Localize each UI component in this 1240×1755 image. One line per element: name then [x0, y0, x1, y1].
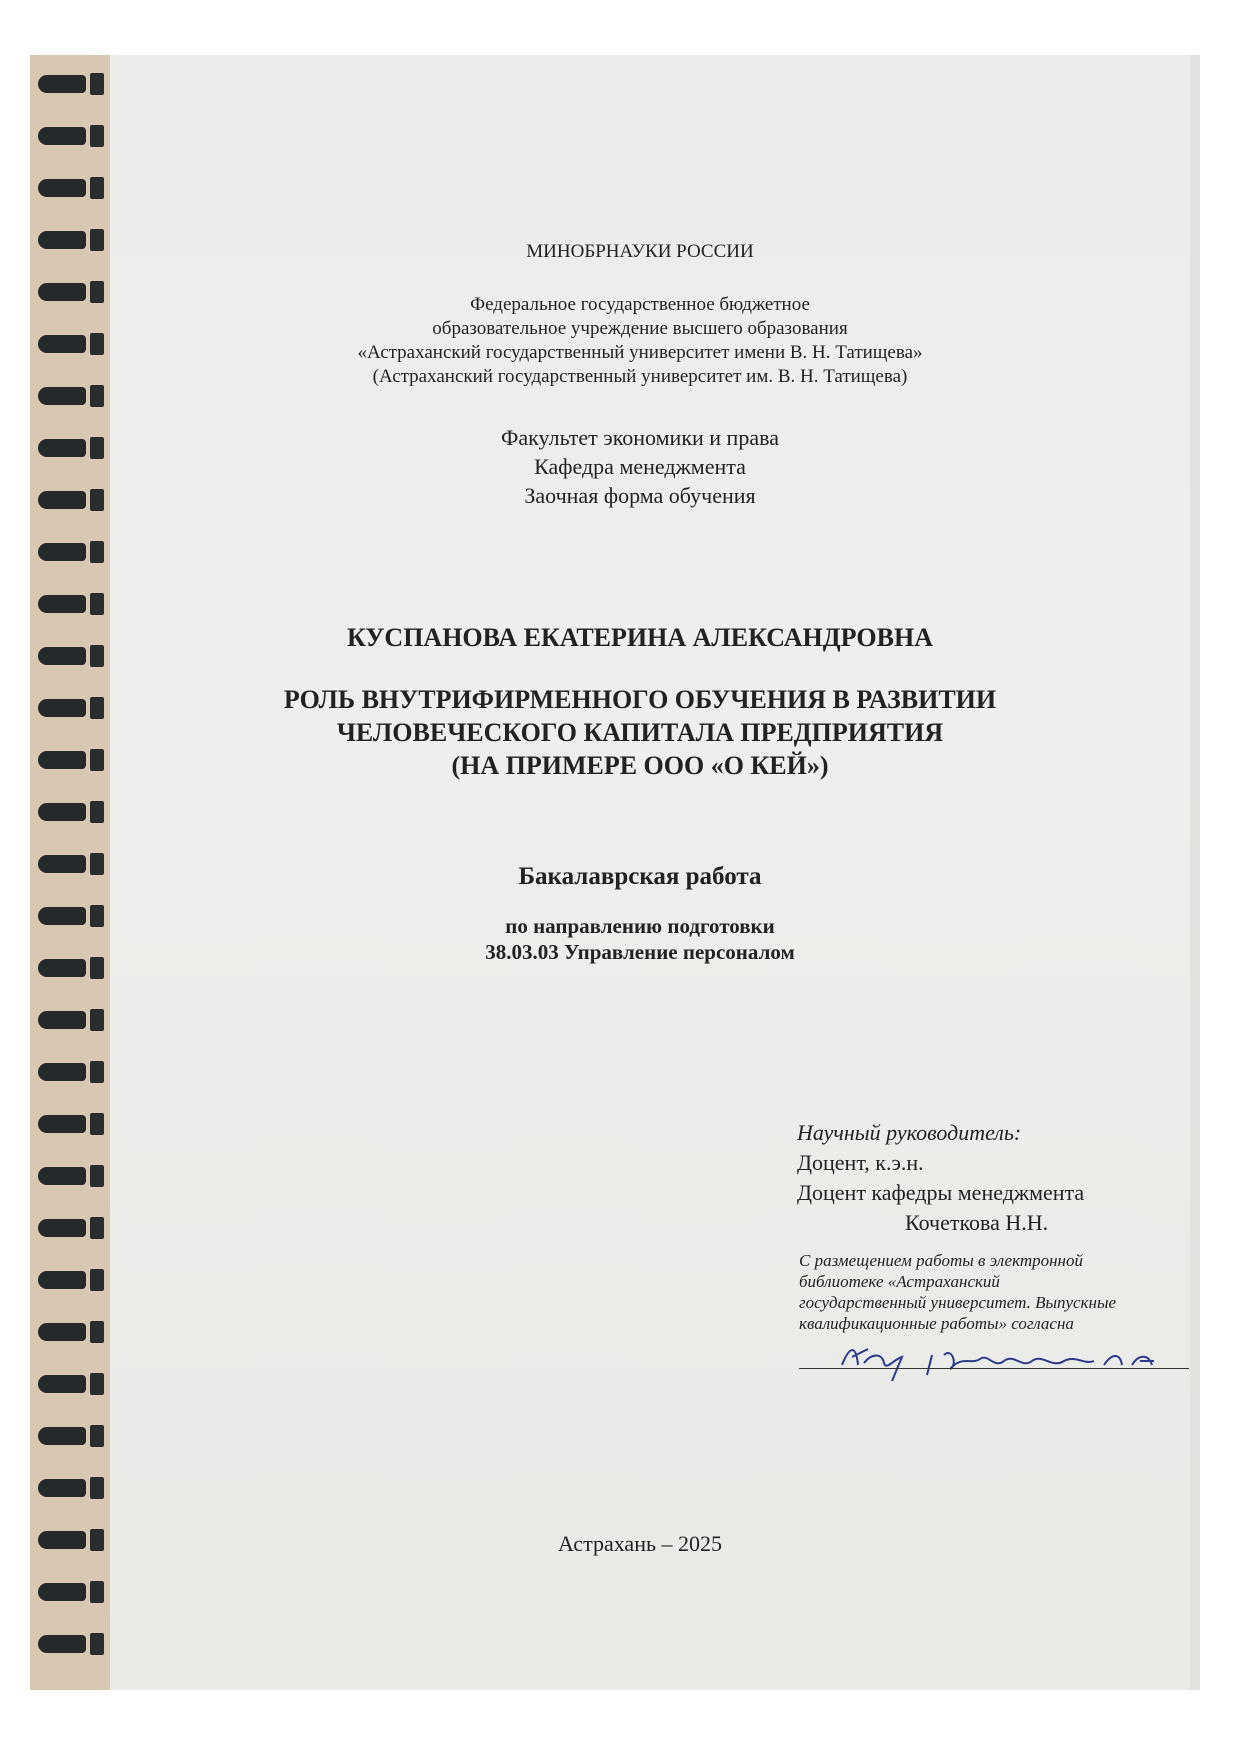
- organization-line: образовательное учреждение высшего образования: [432, 318, 848, 339]
- binding-hole: [90, 749, 104, 771]
- binding-ring: [38, 283, 86, 301]
- department-line: Кафедра менеджмента: [534, 454, 746, 479]
- binding-ring: [38, 179, 86, 197]
- binding-ring: [38, 1323, 86, 1341]
- binding-hole: [90, 1217, 104, 1239]
- organization-line: Федеральное государственное бюджетное: [470, 294, 810, 315]
- binding-ring: [38, 1011, 86, 1029]
- faculty-block: [90, 423, 1190, 510]
- consent-line: государственный университет. Выпускные: [799, 1293, 1116, 1312]
- binding-ring: [38, 1115, 86, 1133]
- binding-hole: [90, 1373, 104, 1395]
- supervisor-block: [797, 1118, 1084, 1238]
- binding-hole: [90, 1009, 104, 1031]
- binding-hole: [90, 1477, 104, 1499]
- binding-ring: [38, 1375, 86, 1393]
- binding-hole: [90, 125, 104, 147]
- binding-hole: [90, 1529, 104, 1551]
- binding-ring: [38, 1167, 86, 1185]
- city-year: Астрахань – 2025: [557, 1531, 723, 1556]
- binding-hole: [90, 801, 104, 823]
- binding-ring: [38, 595, 86, 613]
- binding-ring: [38, 1531, 86, 1549]
- document-photo: [30, 55, 1200, 1690]
- consent-block: [799, 1250, 1199, 1334]
- organization-line: (Астраханский государственный университет им. В. Н. Татищева): [372, 366, 908, 387]
- binding-ring: [38, 1583, 86, 1601]
- work-type: Бакалаврская работа: [518, 863, 762, 890]
- binding-ring: [38, 1427, 86, 1445]
- binding-hole: [90, 1269, 104, 1291]
- binding-hole: [90, 645, 104, 667]
- title-line: РОЛЬ ВНУТРИФИРМЕННОГО ОБУЧЕНИЯ В РАЗВИТИИ: [283, 685, 997, 714]
- binding-ring: [38, 231, 86, 249]
- binding-ring: [38, 1063, 86, 1081]
- binding-ring: [38, 959, 86, 977]
- binding-hole: [90, 1165, 104, 1187]
- title-line: ЧЕЛОВЕЧЕСКОГО КАПИТАЛА ПРЕДПРИЯТИЯ: [336, 718, 944, 747]
- binding-hole: [90, 437, 104, 459]
- direction-line: 38.03.03 Управление персоналом: [485, 940, 795, 964]
- binding-ring: [38, 1219, 86, 1237]
- organization-block: [90, 293, 1190, 389]
- binding-hole: [90, 957, 104, 979]
- consent-line: библиотеке «Астраханский: [799, 1272, 1000, 1291]
- binding-ring: [38, 1635, 86, 1653]
- binding-ring: [38, 647, 86, 665]
- binding-ring: [38, 543, 86, 561]
- binding-hole: [90, 593, 104, 615]
- binding-hole: [90, 697, 104, 719]
- binding-hole: [90, 1581, 104, 1603]
- binding-ring: [38, 127, 86, 145]
- binding-ring: [38, 387, 86, 405]
- supervisor-position: Доцент кафедры менеджмента: [797, 1180, 1085, 1205]
- binding-hole: [90, 281, 104, 303]
- binding-hole: [90, 541, 104, 563]
- binding-hole: [90, 73, 104, 95]
- supervisor-name: Кочеткова Н.Н.: [905, 1210, 1049, 1235]
- binding-hole: [90, 1321, 104, 1343]
- binding-ring: [38, 1271, 86, 1289]
- study-form-line: Заочная форма обучения: [524, 483, 756, 508]
- direction-line: по направлению подготовки: [505, 914, 775, 938]
- binding-hole: [90, 177, 104, 199]
- binding-ring: [38, 491, 86, 509]
- binding-ring: [38, 335, 86, 353]
- binding-ring: [38, 907, 86, 925]
- binding-ring: [38, 699, 86, 717]
- binding-ring: [38, 751, 86, 769]
- binding-hole: [90, 853, 104, 875]
- consent-line: С размещением работы в электронной: [799, 1251, 1083, 1270]
- binding-hole: [90, 489, 104, 511]
- title-line: (НА ПРИМЕРЕ ООО «О КЕЙ»): [451, 751, 829, 780]
- handwritten-signature: [832, 1335, 1172, 1385]
- thesis-title: [90, 683, 1190, 782]
- binding-ring: [38, 855, 86, 873]
- title-page: [90, 55, 1190, 1690]
- binding-ring: [38, 803, 86, 821]
- ministry-header: МИНОБРНАУКИ РОССИИ: [526, 241, 754, 262]
- binding-hole: [90, 1061, 104, 1083]
- organization-line: «Астраханский государственный университет имени В. Н. Татищева»: [357, 342, 923, 363]
- spiral-binding: [30, 55, 110, 1690]
- binding-hole: [90, 905, 104, 927]
- binding-hole: [90, 1425, 104, 1447]
- binding-ring: [38, 1479, 86, 1497]
- binding-ring: [38, 75, 86, 93]
- author-name: КУСПАНОВА ЕКАТЕРИНА АЛЕКСАНДРОВНА: [347, 623, 933, 652]
- binding-hole: [90, 1113, 104, 1135]
- binding-hole: [90, 385, 104, 407]
- binding-ring: [38, 439, 86, 457]
- supervisor-degree: Доцент, к.э.н.: [797, 1150, 924, 1175]
- binding-hole: [90, 1633, 104, 1655]
- consent-line: квалификационные работы» согласна: [799, 1314, 1074, 1333]
- binding-hole: [90, 229, 104, 251]
- supervisor-label: Научный руководитель:: [797, 1120, 1022, 1145]
- binding-hole: [90, 333, 104, 355]
- direction-block: [90, 913, 1190, 965]
- signature-line: [799, 1368, 1189, 1369]
- faculty-line: Факультет экономики и права: [501, 425, 779, 450]
